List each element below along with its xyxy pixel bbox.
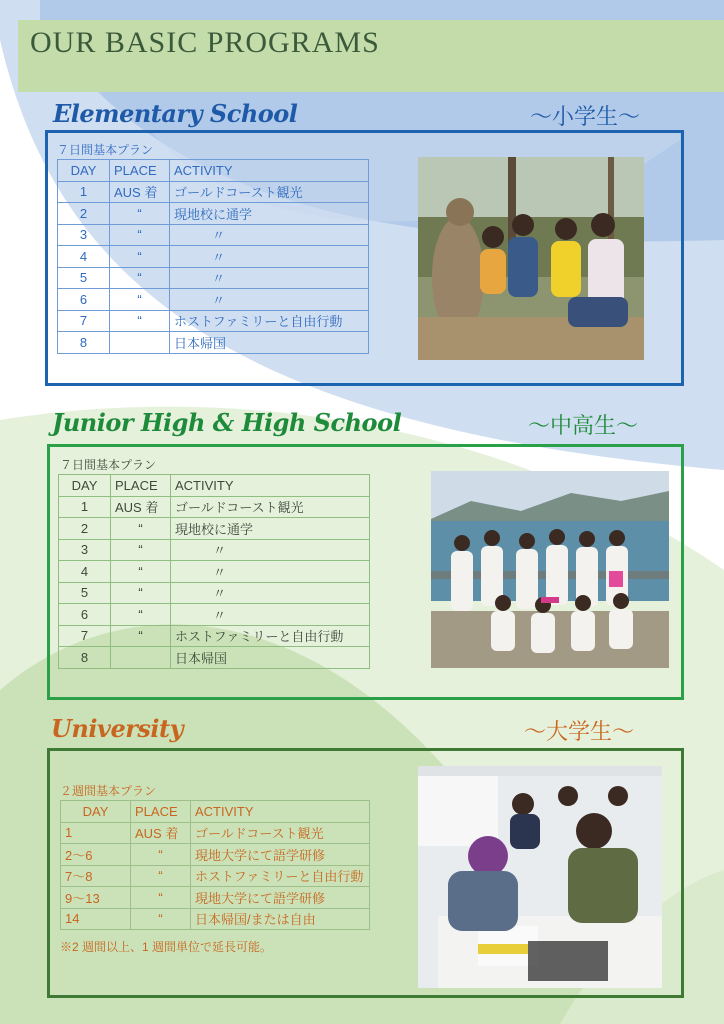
place-cell: AUS 着 (110, 181, 170, 203)
table-row (61, 865, 370, 887)
elementary-jp-title: 〜小学生〜 (530, 105, 641, 130)
activity-cell: 〃 (171, 539, 370, 561)
table-row (61, 908, 370, 930)
activity-cell: 現地校に通学 (170, 203, 369, 225)
elementary-title: Elementary School (53, 99, 298, 128)
activity-cell: 現地大学にて語学研修 (191, 887, 370, 909)
university-note: ※2 週間以上、1 週間単位で延長可能。 (60, 940, 273, 954)
table-header-row (61, 801, 370, 823)
day-cell: 2 (59, 518, 111, 540)
elementary-plan-label: ７日間基本プラン (57, 143, 154, 157)
place-cell: “ (111, 604, 171, 626)
day-cell: 5 (58, 267, 110, 289)
activity-cell: 〃 (170, 289, 369, 311)
university-schedule-table (60, 800, 370, 930)
activity-cell: 日本帰国/または自由 (191, 908, 370, 930)
activity-cell: 〃 (171, 561, 370, 583)
day-cell: 9〜13 (61, 887, 131, 909)
day-cell: 7 (58, 310, 110, 332)
activity-cell: ホストファミリーと自由行動 (171, 625, 370, 647)
place-cell: “ (110, 224, 170, 246)
page-title: OUR BASIC PROGRAMS (30, 26, 380, 59)
place-cell: “ (110, 289, 170, 311)
place-cell: “ (111, 582, 171, 604)
col-activity: ACTIVITY (171, 475, 370, 497)
place-cell: “ (131, 908, 191, 930)
day-cell: 1 (61, 822, 131, 844)
place-cell: AUS 着 (131, 822, 191, 844)
activity-cell: 〃 (171, 582, 370, 604)
col-day: DAY (59, 475, 111, 497)
day-cell: 3 (59, 539, 111, 561)
day-cell: 7 (59, 625, 111, 647)
col-place: PLACE (110, 160, 170, 182)
col-place: PLACE (131, 801, 191, 823)
place-cell: “ (111, 561, 171, 583)
table-row (61, 822, 370, 844)
activity-cell: ゴールドコースト観光 (191, 822, 370, 844)
day-cell: 2〜6 (61, 844, 131, 866)
university-plan-label: ２週間基本プラン (60, 784, 157, 798)
place-cell: “ (131, 887, 191, 909)
activity-cell: 現地校に通学 (171, 518, 370, 540)
col-place: PLACE (111, 475, 171, 497)
university-jp-title: 〜大学生〜 (524, 720, 635, 745)
day-cell: 4 (58, 246, 110, 268)
col-activity: ACTIVITY (191, 801, 370, 823)
activity-cell: 日本帰国 (170, 332, 369, 354)
day-cell: 6 (58, 289, 110, 311)
activity-cell: ホストファミリーと自由行動 (191, 865, 370, 887)
activity-cell: 現地大学にて語学研修 (191, 844, 370, 866)
day-cell: 8 (59, 647, 111, 669)
activity-cell: ホストファミリーと自由行動 (170, 310, 369, 332)
place-cell: “ (110, 246, 170, 268)
col-activity: ACTIVITY (170, 160, 369, 182)
place-cell: “ (111, 518, 171, 540)
junior-jp-title: 〜中高生〜 (528, 414, 639, 439)
day-cell: 2 (58, 203, 110, 225)
junior-plan-label: ７日間基本プラン (60, 458, 157, 472)
place-cell: “ (110, 310, 170, 332)
activity-cell: 〃 (170, 246, 369, 268)
table-row (61, 844, 370, 866)
activity-cell: 〃 (171, 604, 370, 626)
activity-cell: ゴールドコースト観光 (170, 181, 369, 203)
day-cell: 8 (58, 332, 110, 354)
place-cell: “ (110, 267, 170, 289)
junior-title: Junior High & High School (52, 408, 402, 437)
university-photo-classroom (418, 766, 662, 988)
place-cell: “ (110, 203, 170, 225)
day-cell: 6 (59, 604, 111, 626)
day-cell: 1 (59, 496, 111, 518)
table-row (61, 887, 370, 909)
place-cell: AUS 着 (111, 496, 171, 518)
day-cell: 4 (59, 561, 111, 583)
place-cell: “ (131, 844, 191, 866)
col-day: DAY (61, 801, 131, 823)
activity-cell: 〃 (170, 267, 369, 289)
day-cell: 3 (58, 224, 110, 246)
col-day: DAY (58, 160, 110, 182)
activity-cell: ゴールドコースト観光 (171, 496, 370, 518)
place-cell: “ (111, 539, 171, 561)
day-cell: 5 (59, 582, 111, 604)
activity-cell: 〃 (170, 224, 369, 246)
university-title: University (51, 714, 184, 743)
place-cell: “ (131, 865, 191, 887)
day-cell: 14 (61, 908, 131, 930)
activity-cell: 日本帰国 (171, 647, 370, 669)
place-cell: “ (111, 625, 171, 647)
day-cell: 1 (58, 181, 110, 203)
day-cell: 7〜8 (61, 865, 131, 887)
